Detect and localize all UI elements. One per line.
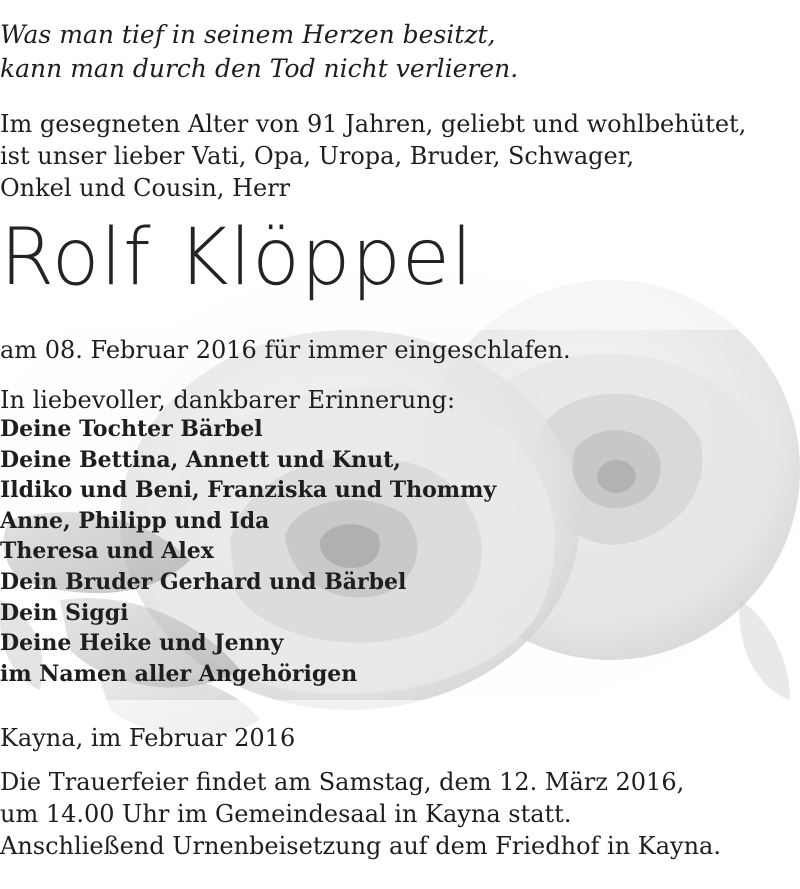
mourner-line: Deine Heike und Jenny: [0, 630, 284, 657]
mourners-list: [0, 414, 800, 689]
place-date: Kayna, im Februar 2016: [0, 724, 296, 752]
service-line: Anschließend Urnenbeisetzung auf dem Friedhof in Kayna.: [0, 832, 721, 860]
mourner-line: Deine Bettina, Annett und Knut,: [0, 446, 401, 473]
intro-text: [0, 108, 800, 204]
memory-line: In liebevoller, dankbarer Erinnerung:: [0, 386, 456, 414]
mourner-line: Ildiko und Beni, Franziska und Thommy: [0, 477, 497, 504]
intro-line: Im gesegneten Alter von 91 Jahren, geliebt und wohlbehütet,: [0, 110, 747, 138]
service-line: Die Trauerfeier findet am Samstag, dem 12. März 2016,: [0, 768, 685, 796]
mourner-line: Dein Siggi: [0, 599, 129, 626]
motto-line: Was man tief in seinem Herzen besitzt,: [0, 20, 496, 49]
deceased-name: Rolf Klöppel: [0, 213, 474, 303]
mourner-line: im Namen aller Angehörigen: [0, 660, 358, 687]
intro-line: ist unser lieber Vati, Opa, Uropa, Bruder, Schwager,: [0, 142, 635, 170]
service-line: um 14.00 Uhr im Gemeindesaal in Kayna statt.: [0, 800, 572, 828]
mourner-line: Theresa und Alex: [0, 538, 214, 565]
service-info: [0, 766, 800, 862]
mourner-line: Anne, Philipp und Ida: [0, 507, 270, 534]
mourner-line: Dein Bruder Gerhard und Bärbel: [0, 568, 407, 595]
date-line: am 08. Februar 2016 für immer eingeschlafen.: [0, 336, 571, 364]
intro-line: Onkel und Cousin, Herr: [0, 174, 291, 202]
motto: [0, 18, 800, 86]
mourner-line: Deine Tochter Bärbel: [0, 416, 263, 442]
motto-line: kann man durch den Tod nicht verlieren.: [0, 54, 519, 83]
